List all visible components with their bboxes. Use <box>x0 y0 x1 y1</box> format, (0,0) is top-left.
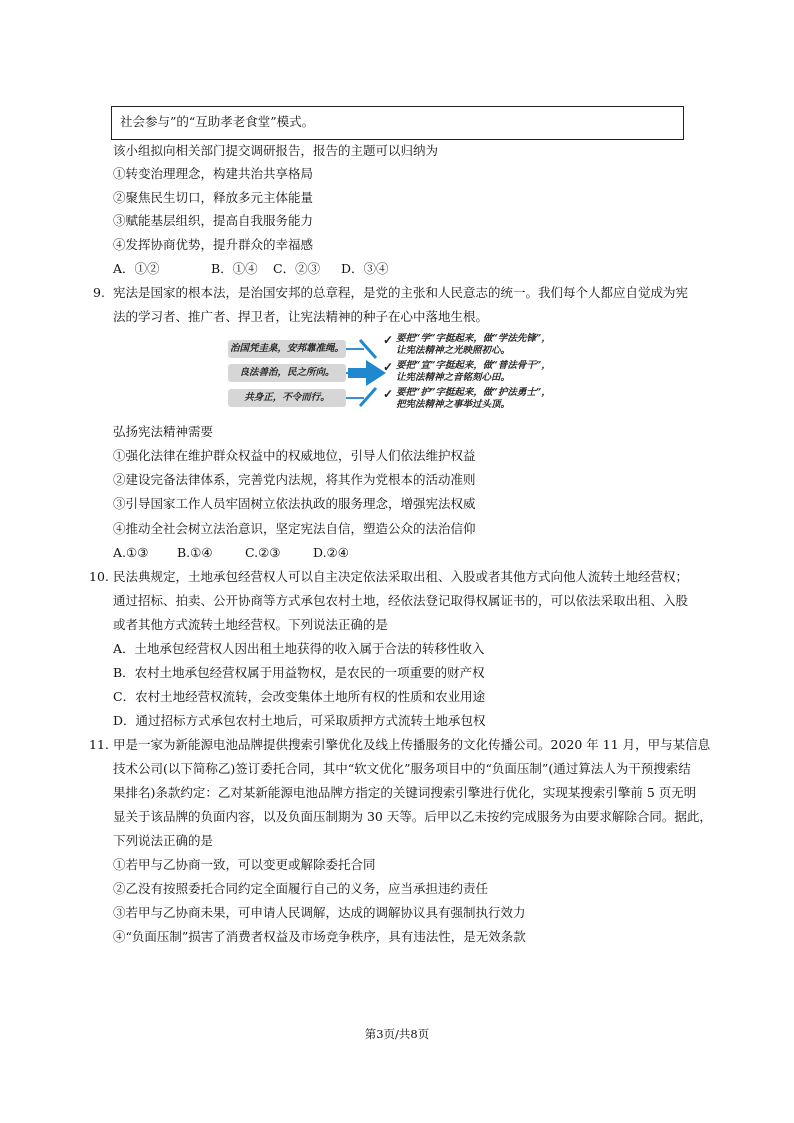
diagram-right-1 <box>396 333 551 357</box>
material-box <box>111 106 684 140</box>
diagram-right-3 <box>396 387 551 411</box>
q8-options <box>113 261 389 277</box>
q11-stem-line-1: 甲是一家为新能源电池品牌提供搜索引擎优化及线上传播服务的文化传播公司。2020 年 11 月，甲与某信息 <box>113 737 711 752</box>
q9-item-4: ④推动全社会树立法治意识，坚定宪法自信，塑造公众的法治信仰 <box>113 521 476 536</box>
q10-choice-c[interactable]: C．农村土地经营权流转，会改变集体土地所有权的性质和农业用途 <box>113 689 486 704</box>
q9-prompt: 弘扬宪法精神需要 <box>113 424 214 439</box>
q11-stem-line-2: 技术公司(以下简称乙)签订委托合同，其中“软文优化”服务项目中的“负面压制”(通过算法人为干预搜索结 <box>113 761 691 776</box>
q8-option-a[interactable]: A．①② <box>113 261 160 276</box>
check-icon: ✓ <box>383 360 394 374</box>
q10-number: 10. <box>89 569 109 584</box>
q10-stem-line-2: 通过招标、拍卖、公开协商等方式承包农村土地，经依法登记取得权属证书的，可以依法采取出租、入股 <box>113 593 689 608</box>
q10-choice-a[interactable]: A．土地承包经营权人因出租土地获得的收入属于合法的转移性收入 <box>113 641 485 656</box>
q8-option-b[interactable]: B．①④ <box>211 261 258 276</box>
q8-item-3: ③赋能基层组织，提高自我服务能力 <box>113 213 314 228</box>
arrow-right-icon <box>336 330 388 412</box>
q11-item-2: ②乙没有按照委托合同约定全面履行自己的义务，应当承担违约责任 <box>113 881 489 896</box>
q8-prompt: 该小组拟向相关部门提交调研报告，报告的主题可以归纳为 <box>113 143 439 158</box>
q11-number: 11. <box>89 737 109 752</box>
diagram-right-2 <box>396 360 551 384</box>
diagram-right-1-line-2: 让宪法精神之光映照初心。 <box>396 345 511 356</box>
diagram-right-3-line-2: 把宪法精神之事举过头顶。 <box>396 399 511 410</box>
q9-options <box>113 545 349 561</box>
diagram-right-2-line-2: 让宪法精神之音铭刻心田。 <box>396 372 511 383</box>
q9-item-1: ①强化法律在维护群众权益中的权威地位，引导人们依法维护权益 <box>113 448 476 463</box>
diagram-right-2-line-1: 要把“宣”字挺起来，做“普法骨干”， <box>396 360 551 371</box>
q9-stem-line-2: 法的学习者、推广者、捍卫者，让宪法精神的种子在心中落地生根。 <box>113 309 489 324</box>
q11-stem-line-4: 显关于该品牌的负面内容，以及负面压制期为 30 天等。后甲以乙未按约完成服务为由要求解除合同。据此， <box>113 809 712 824</box>
q8-item-4: ④发挥协商优势，提升群众的幸福感 <box>113 237 314 252</box>
q8-item-1: ①转变治理理念，构建共治共享格局 <box>113 166 314 181</box>
q9-stem-line-1: 宪法是国家的根本法，是治国安邦的总章程，是党的主张和人民意志的统一。我们每个人都应自觉成为宪 <box>113 285 689 300</box>
q11-stem-line-3: 果排名)条款约定：乙对某新能源电池品牌方指定的关键词搜索引擎进行优化，实现某搜索引擎前 5 页无明 <box>113 785 697 800</box>
diagram-left-box-3: 共身正，不令而行。 <box>228 389 346 407</box>
q9-item-3: ③引导国家工作人员牢固树立依法执政的服务理念，增强宪法权威 <box>113 496 476 511</box>
diagram-right-1-line-1: 要把“学”字挺起来，做“学法先锋”， <box>396 333 551 344</box>
q9-number: 9. <box>93 285 105 300</box>
q9-diagram <box>228 330 613 412</box>
q10-stem-line-1: 民法典规定，土地承包经营权人可以自主决定依法采取出租、入股或者其他方式向他人流转土地经营权； <box>113 569 689 584</box>
q11-stem-line-5: 下列说法正确的是 <box>113 833 214 848</box>
q9-option-c[interactable]: C.②③ <box>245 545 281 560</box>
q10-choice-b[interactable]: B．农村土地承包经营权属于用益物权，是农民的一项重要的财产权 <box>113 665 485 680</box>
diagram-left-box-1: 治国凭圭臬，安邦靠准绳。 <box>228 340 346 358</box>
q8-option-d[interactable]: D．③④ <box>341 261 389 276</box>
diagram-right-3-line-1: 要把“护”字挺起来，做“护法勇士”， <box>396 387 551 398</box>
q9-option-d[interactable]: D.②④ <box>313 545 349 560</box>
q11-item-4: ④“负面压制”损害了消费者权益及市场竞争秩序，具有违法性，是无效条款 <box>113 929 526 944</box>
q8-item-2: ②聚焦民生切口，释放多元主体能量 <box>113 190 314 205</box>
q8-option-c[interactable]: C．②③ <box>273 261 321 276</box>
q11-item-1: ①若甲与乙协商一致，可以变更或解除委托合同 <box>113 857 376 872</box>
check-icon: ✓ <box>383 333 394 347</box>
q9-option-a[interactable]: A.①③ <box>113 545 149 560</box>
q10-choice-d[interactable]: D．通过招标方式承包农村土地后，可采取质押方式流转土地承包权 <box>113 713 486 728</box>
q10-stem-line-3: 或者其他方式流转土地经营权。下列说法正确的是 <box>113 617 389 632</box>
check-icon: ✓ <box>383 387 394 401</box>
q9-option-b[interactable]: B.①④ <box>177 545 213 560</box>
q9-item-2: ②建设完备法律体系，完善党内法规，将其作为党根本的活动准则 <box>113 472 476 487</box>
page-footer: 第3页/共8页 <box>364 1027 430 1041</box>
diagram-left-box-2: 良法善治，民之所向。 <box>228 364 346 382</box>
q11-item-3: ③若甲与乙协商未果，可申请人民调解，达成的调解协议具有强制执行效力 <box>113 905 526 920</box>
material-box-text: 社会参与”的“互助孝老食堂”模式。 <box>120 114 315 129</box>
